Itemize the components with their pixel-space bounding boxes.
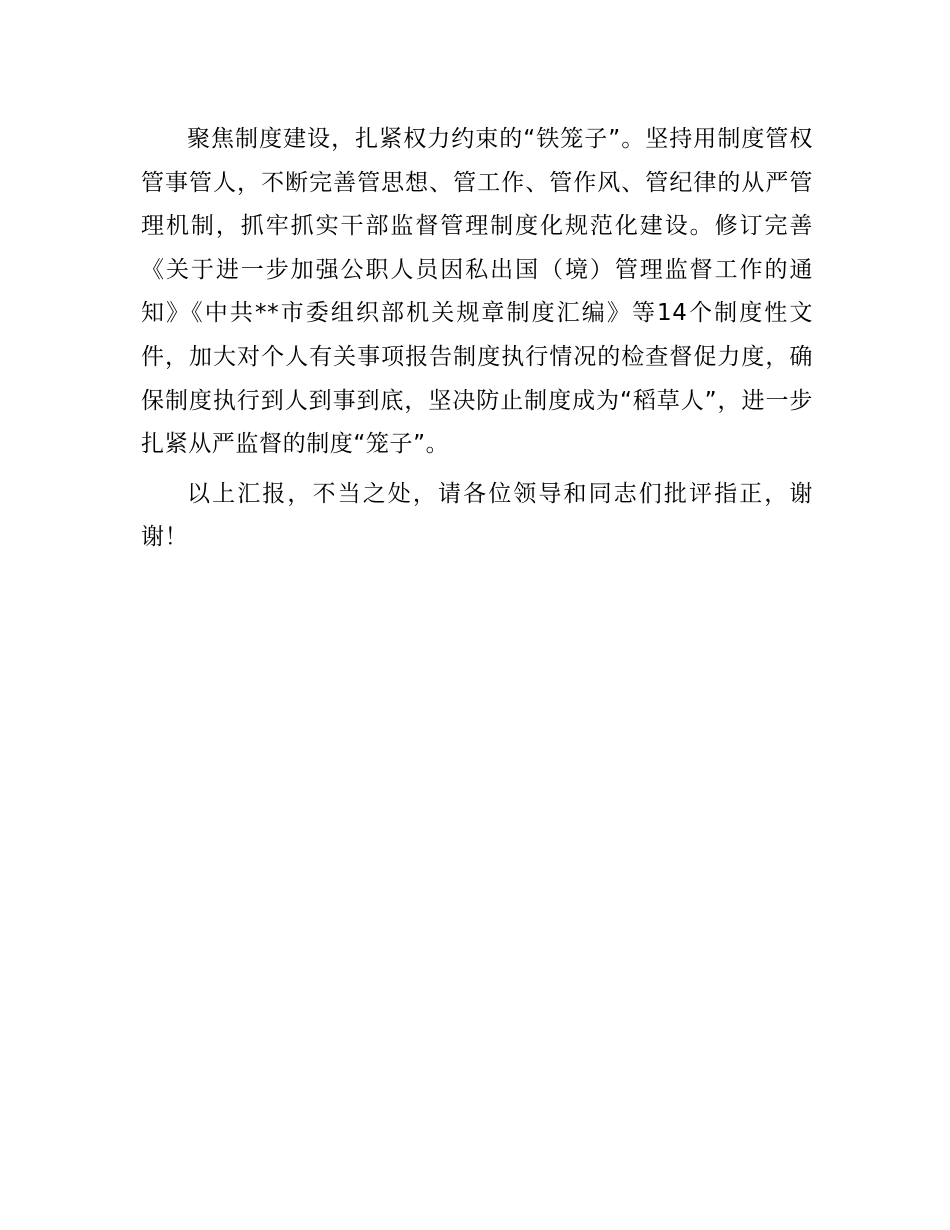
paragraph-institution-building: 聚焦制度建设，扎紧权力约束的“铁笼子”。坚持用制度管权管事管人，不断完善管思想、管工作、管作风、管纪律的从严管理机制，抓牢抓实干部监督管理制度化规范化建设。修订完善《关于进一步加强公职人员因私出国（境）管理监督工作的通知》《中共**市委组织部机关规章制度汇编》等14个制度性文件，加大对个人有关事项报告制度执行情况的检查督促力度，确保制度执行到人到事到底，坚决防止制度成为“稻草人”，进一步扎紧从严监督的制度“笼子”。 [141,126,813,458]
document-body [141,118,813,566]
paragraph-closing-remarks: 以上汇报，不当之处，请各位领导和同志们批评指正，谢谢！ [141,480,813,551]
